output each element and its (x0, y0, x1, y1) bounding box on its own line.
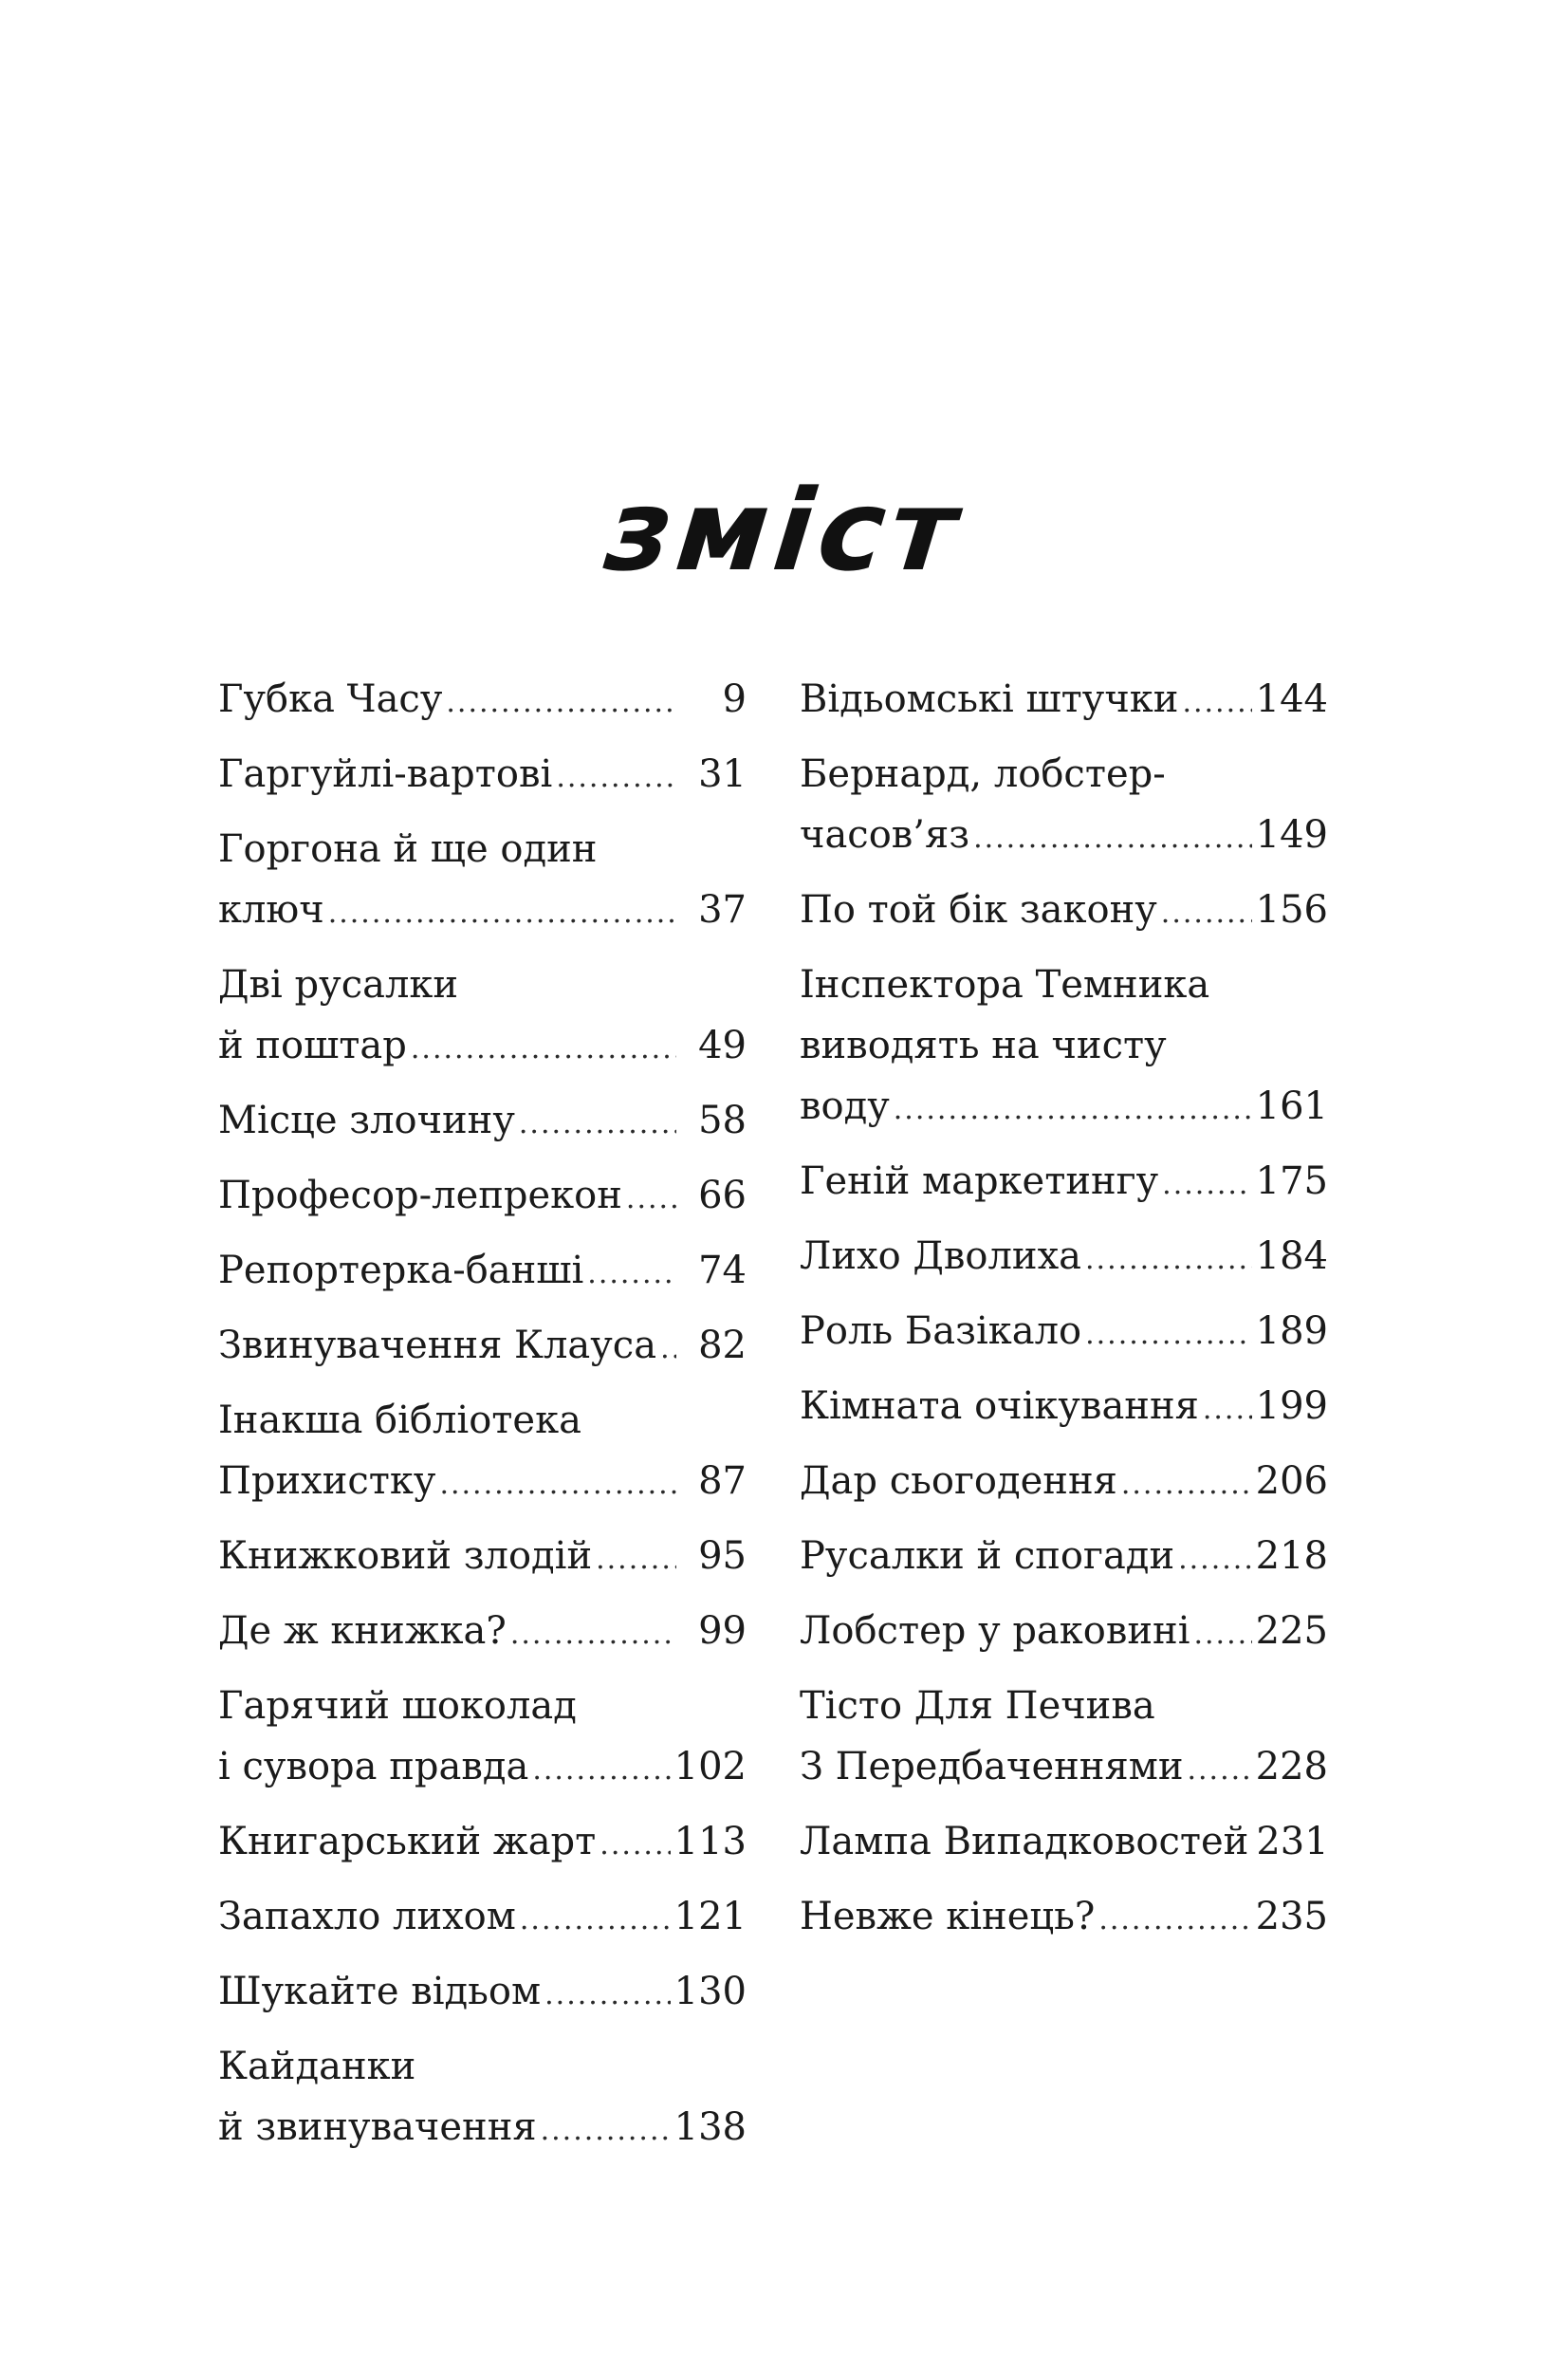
toc-entry-row (218, 1736, 747, 1801)
dot-leader (1162, 1155, 1251, 1215)
toc-column-left (218, 669, 747, 2172)
toc-entry[interactable] (800, 744, 1328, 869)
toc-entry-title: Геній маркетингу (800, 1159, 1159, 1203)
toc-entry-row (800, 1736, 1328, 1801)
toc-entry-row (800, 1151, 1328, 1215)
dot-leader (1187, 1740, 1251, 1801)
dot-leader (1178, 1529, 1252, 1590)
toc-entry-page-number: 144 (1255, 677, 1328, 721)
toc-entry-title: воду (800, 1084, 890, 1128)
toc-entry-page-number: 175 (1255, 1159, 1328, 1203)
toc-entry-page-number: 87 (698, 1459, 747, 1503)
toc-entry-row (218, 1015, 747, 1080)
dot-leader (439, 1454, 676, 1515)
toc-entry-row (800, 1376, 1328, 1440)
toc-entry-row (800, 805, 1328, 869)
toc-entry-page-number: 149 (1255, 813, 1328, 857)
dot-leader (660, 1319, 676, 1380)
toc-entry[interactable] (218, 1811, 747, 1876)
toc-entry-row (800, 880, 1328, 944)
toc-entry[interactable] (800, 669, 1328, 733)
toc-entry-row (218, 1315, 747, 1380)
toc-entry-title: Прихистку (218, 1459, 436, 1503)
toc-entry[interactable] (800, 1376, 1328, 1440)
toc-entry[interactable] (800, 1301, 1328, 1365)
toc-entry[interactable] (218, 744, 747, 808)
toc-entry[interactable] (218, 819, 747, 944)
page-title: зміст (600, 465, 968, 596)
dot-leader (519, 1094, 676, 1155)
dot-leader (1182, 673, 1251, 733)
toc-entry[interactable] (800, 1811, 1328, 1876)
toc-entry-row (218, 1526, 747, 1590)
toc-entry[interactable] (218, 1601, 747, 1665)
dot-leader (1085, 1305, 1252, 1365)
toc-entry-row (800, 1451, 1328, 1515)
toc-entry[interactable] (800, 954, 1328, 1140)
toc-entry-row (800, 1526, 1328, 1590)
toc-entry-title: Губка Часу (218, 677, 443, 721)
toc-entry-title-line: Горгона й ще один (218, 827, 598, 871)
toc-entry[interactable] (800, 880, 1328, 944)
toc-entry-page-number: 113 (673, 1820, 747, 1863)
toc-entry-row (800, 1301, 1328, 1365)
toc-entry-title: Місце злочину (218, 1099, 515, 1142)
toc-entry-row (800, 1076, 1328, 1140)
toc-entry[interactable] (218, 2036, 747, 2161)
dot-leader (532, 1740, 670, 1801)
toc-entry[interactable] (800, 1226, 1328, 1290)
toc-entry[interactable] (218, 1165, 747, 1230)
toc-entry[interactable] (800, 1886, 1328, 1951)
toc-entry-page-number: 99 (698, 1609, 747, 1653)
toc-entry-title: й звинувачення (218, 2105, 537, 2149)
toc-entry-title: Русалки й спогади (800, 1534, 1175, 1578)
toc-entry-title-line: виводять на чисту (800, 1024, 1167, 1067)
dot-leader (600, 1815, 670, 1876)
toc-entry-title: Книжковий злодій (218, 1534, 593, 1578)
toc-entry[interactable] (800, 1451, 1328, 1515)
toc-entry-page-number: 102 (673, 1745, 747, 1788)
toc-entry-title: Гаргуйлі-вартові (218, 752, 553, 796)
dot-leader (1193, 1604, 1251, 1665)
toc-entry-row (218, 1240, 747, 1305)
toc-entry-title-line: Тісто Для Печива (800, 1684, 1155, 1728)
toc-entry-page-number: 218 (1255, 1534, 1328, 1578)
toc-entry-page-number: 138 (673, 2105, 747, 2149)
toc-entry-row (218, 1090, 747, 1155)
toc-entry-page-number: 66 (698, 1174, 747, 1217)
dot-leader (626, 1169, 676, 1230)
dot-leader (411, 1019, 676, 1080)
toc-entry-page-number: 231 (1256, 1820, 1329, 1863)
toc-entry-page-number: 189 (1255, 1309, 1328, 1353)
toc-entry-row (218, 1451, 747, 1515)
toc-entry[interactable] (218, 1315, 747, 1380)
toc-entry-title: Роль Базікало (800, 1309, 1082, 1353)
toc-entry-title: часов’яз (800, 813, 970, 857)
toc-entry-title: Дар сьогодення (800, 1459, 1117, 1503)
toc-entry-page-number: 161 (1255, 1084, 1328, 1128)
toc-entry[interactable] (218, 1090, 747, 1155)
dot-leader (1085, 1230, 1252, 1290)
toc-entry[interactable] (218, 954, 747, 1080)
toc-column-right (800, 669, 1328, 1961)
toc-entry-title: Запахло лихом (218, 1895, 516, 1938)
dot-leader (446, 673, 676, 733)
toc-entry-title-line: Інспектора Темника (800, 963, 1210, 1007)
toc-entry-title-line: Дві русалки (218, 963, 459, 1007)
toc-entry-row (800, 669, 1328, 733)
toc-entry-row (218, 1961, 747, 2026)
toc-entry-row (218, 1811, 747, 1876)
toc-entry-page-number: 31 (698, 752, 747, 796)
toc-entry-page-number: 95 (698, 1534, 747, 1578)
toc-entry-title: ключ (218, 888, 324, 932)
toc-entry[interactable] (218, 669, 747, 733)
toc-entry[interactable] (218, 1526, 747, 1590)
toc-entry-row (800, 1811, 1328, 1876)
toc-entry[interactable] (218, 1390, 747, 1515)
toc-entry-page-number: 82 (698, 1324, 747, 1367)
toc-entry-title: Лампа Випадковостей (800, 1820, 1249, 1863)
toc-entry-page-number: 225 (1255, 1609, 1328, 1653)
toc-entry-title-line: Бернард, лобстер- (800, 752, 1166, 796)
dot-leader (596, 1529, 676, 1590)
dot-leader (1203, 1380, 1252, 1440)
toc-entry-title: Лихо Дволиха (800, 1234, 1081, 1278)
toc-entry-title-line: Гарячий шоколад (218, 1684, 577, 1728)
toc-entry[interactable] (218, 1240, 747, 1305)
toc-entry-title: Де ж книжка? (218, 1609, 507, 1653)
toc-entry-title: й поштар (218, 1024, 407, 1067)
toc-entry-title: Професор-лепрекон (218, 1174, 622, 1217)
toc-entry-page-number: 74 (698, 1249, 747, 1292)
toc-entry-page-number: 9 (722, 677, 747, 721)
toc-entry[interactable] (800, 1151, 1328, 1215)
toc-entry-row (218, 669, 747, 733)
toc-entry-title-line: Інакша бібліотека (218, 1399, 581, 1442)
toc-entry[interactable] (218, 1886, 747, 1951)
toc-entry[interactable] (800, 1526, 1328, 1590)
toc-entry-page-number: 184 (1255, 1234, 1328, 1278)
toc-entry-page-number: 206 (1255, 1459, 1328, 1503)
toc-entry-row (800, 1601, 1328, 1665)
toc-entry-page-number: 121 (673, 1895, 747, 1938)
toc-entry-page-number: 156 (1255, 888, 1328, 932)
dot-leader (520, 1890, 671, 1951)
toc-entry-page-number: 37 (698, 888, 747, 932)
toc-entry-title: Невже кінець? (800, 1895, 1096, 1938)
toc-entry-row (218, 744, 747, 808)
toc-entry-page-number: 235 (1255, 1895, 1328, 1938)
dot-leader (556, 748, 676, 808)
dot-leader (1161, 883, 1252, 944)
toc-entry-row (218, 1886, 747, 1951)
toc-entry-title: Звинувачення Клауса (218, 1324, 657, 1367)
dot-leader (587, 1244, 676, 1305)
dot-leader (1098, 1890, 1251, 1951)
toc-entry-row (218, 1165, 747, 1230)
toc-entry[interactable] (218, 1961, 747, 2026)
toc-entry-page-number: 228 (1255, 1745, 1328, 1788)
toc-entry-page-number: 49 (698, 1024, 747, 1067)
toc-entry[interactable] (218, 1676, 747, 1801)
dot-leader (1121, 1454, 1252, 1515)
toc-entry-title: Лобстер у раковині (800, 1609, 1190, 1653)
toc-entry-page-number: 130 (673, 1970, 747, 2013)
toc-entry-title: Відьомські штучки (800, 677, 1179, 721)
dot-leader (973, 808, 1252, 869)
toc-entry-title-line: Кайданки (218, 2045, 416, 2088)
toc-entry-title: З Передбаченнями (800, 1745, 1184, 1788)
toc-entry-title: Книгарський жарт (218, 1820, 597, 1863)
toc-entry-row (218, 1601, 747, 1665)
toc-entry-page-number: 199 (1255, 1384, 1328, 1428)
dot-leader (328, 883, 676, 944)
toc-entry-row (800, 1226, 1328, 1290)
toc-entry-title: Репортерка-банші (218, 1249, 584, 1292)
toc-entry-page-number: 58 (698, 1099, 747, 1142)
toc-entry-title: Кімната очікування (800, 1384, 1199, 1428)
toc-entry-row (218, 880, 747, 944)
toc-entry[interactable] (800, 1676, 1328, 1801)
toc-entry-row (218, 2097, 747, 2161)
toc-entry-row (800, 1886, 1328, 1951)
toc-entry-title: і сувора правда (218, 1745, 529, 1788)
dot-leader (894, 1080, 1252, 1140)
dot-leader (544, 1965, 671, 2026)
dot-leader (541, 2101, 671, 2161)
toc-entry-title: По той бік закону (800, 888, 1157, 932)
toc-entry[interactable] (800, 1601, 1328, 1665)
dot-leader (510, 1604, 676, 1665)
toc-entry-title: Шукайте відьом (218, 1970, 542, 2013)
